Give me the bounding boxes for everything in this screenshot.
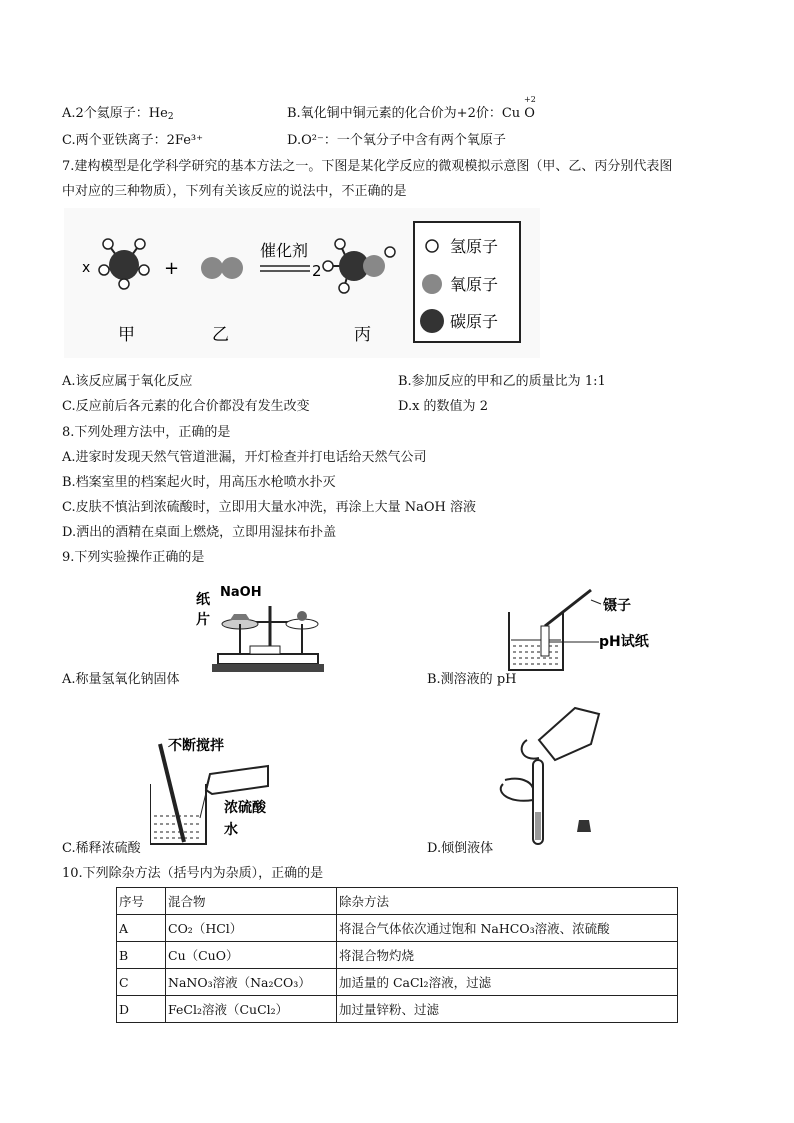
q6-option-a — [62, 105, 174, 126]
table-header-index: 序号 — [117, 888, 166, 915]
q8-stem: 8.下列处理方法中，正确的是 — [62, 425, 231, 440]
q7-legend — [414, 222, 520, 342]
table-cell: FeCl₂溶液（CuCl₂） — [166, 996, 337, 1023]
table-header-mixture: 混合物 — [166, 888, 337, 915]
q9-fig-a-naoh: NaOH — [220, 585, 262, 600]
q8-option-b: B.档案室里的档案起火时，用高压水枪喷水扑灭 — [62, 475, 336, 490]
q6-option-b-text: B.氧化铜中铜元素的化合价为+2价： — [287, 106, 502, 121]
table-cell: B — [117, 942, 166, 969]
q7-reaction-diagram — [64, 208, 540, 358]
q9-stem: 9.下列实验操作正确的是 — [62, 550, 205, 565]
q7-label-yi: 乙 — [212, 325, 229, 345]
table-cell: 加过量锌粉、过滤 — [337, 996, 678, 1023]
q7-option-a: A.该反应属于氧化反应 — [62, 374, 193, 389]
q7-option-c: C.反应前后各元素的化合价都没有发生改变 — [62, 399, 310, 414]
q9-fig-a-pian: 片 — [196, 612, 210, 628]
q10-table — [116, 887, 678, 1023]
q7-option-d: D.x 的数值为 2 — [398, 399, 488, 414]
table-cell: Cu（CuO） — [166, 942, 337, 969]
q9-figure-dilution — [150, 734, 280, 846]
q9-fig-b-ph-paper: pH试纸 — [599, 634, 649, 650]
table-cell: CO₂（HCl） — [166, 915, 337, 942]
q9-option-c: C.稀释浓硫酸 — [62, 841, 141, 856]
q7-legend-carbon: 碳原子 — [450, 312, 499, 331]
q6-option-a-text: A.2个氦原子：He — [62, 106, 168, 121]
table-cell: 将混合物灼烧 — [337, 942, 678, 969]
table-cell: D — [117, 996, 166, 1023]
table-cell: A — [117, 915, 166, 942]
q7-stem-line2: 中对应的三种物质），下列有关该反应的说法中，不正确的是 — [62, 184, 407, 199]
q6-option-c: C.两个亚铁离子：2Fe³⁺ — [62, 133, 203, 148]
q7-catalyst: 催化剂 — [260, 241, 309, 260]
q7-x-label: x — [82, 260, 91, 276]
q8-option-a: A.进家时发现天然气管道泄漏，开灯检查并打电话给天然气公司 — [62, 450, 427, 465]
table-row — [117, 942, 678, 969]
table-cell: 加适量的 CaCl₂溶液，过滤 — [337, 969, 678, 996]
q9-figure-balance — [190, 582, 330, 674]
q7-legend-oxygen: 氧原子 — [450, 275, 499, 294]
q9-option-b: B.测溶液的 pH — [427, 672, 517, 687]
q9-fig-c-stir: 不断搅拌 — [168, 738, 224, 754]
q9-fig-a-zhi: 纸 — [196, 592, 210, 608]
q7-legend-hydrogen: 氢原子 — [450, 237, 499, 256]
q7-stem-line1: 7.建构模型是化学科学研究的基本方法之一。下图是某化学反应的微观模拟示意图（甲、乙、丙分别代表图 — [62, 159, 673, 174]
q9-figure-ph-test — [505, 582, 655, 674]
q7-plus: + — [164, 258, 180, 279]
table-header-row — [117, 888, 678, 915]
q6-option-b-formula: Cu O — [501, 106, 535, 121]
q6-option-b — [287, 105, 535, 123]
q7-option-b: B.参加反应的甲和乙的质量比为 1:1 — [398, 374, 606, 389]
q7-label-bing: 丙 — [354, 325, 371, 345]
q7-label-jia: 甲 — [118, 325, 135, 345]
q9-option-d: D.倾倒液体 — [427, 841, 494, 856]
table-cell: NaNO₃溶液（Na₂CO₃） — [166, 969, 337, 996]
q9-fig-b-tweezers: 镊子 — [603, 598, 631, 614]
q9-fig-c-water: 水 — [224, 822, 238, 838]
table-row — [117, 996, 678, 1023]
q8-option-d: D.洒出的酒精在桌面上燃烧，立即用湿抹布扑盖 — [62, 525, 337, 540]
q10-stem: 10.下列除杂方法（括号内为杂质），正确的是 — [62, 866, 324, 881]
q6-option-d: D.O²⁻：一个氧分子中含有两个氧原子 — [287, 133, 506, 148]
q9-fig-c-acid: 浓硫酸 — [224, 800, 266, 816]
table-row — [117, 915, 678, 942]
table-row — [117, 969, 678, 996]
table-header-method: 除杂方法 — [337, 888, 678, 915]
table-cell: 将混合气体依次通过饱和 NaHCO₃溶液、浓硫酸 — [337, 915, 678, 942]
table-cell: C — [117, 969, 166, 996]
q8-option-c: C.皮肤不慎沾到浓硫酸时，立即用大量水冲洗，再涂上大量 NaOH 溶液 — [62, 500, 477, 515]
q9-option-a: A.称量氢氧化钠固体 — [62, 672, 180, 687]
q7-coefficient: 2 — [312, 262, 322, 280]
q6-option-b-valence: +2 — [524, 95, 536, 104]
q6-option-a-subscript: 2 — [167, 112, 174, 122]
q9-figure-pouring — [495, 700, 615, 848]
